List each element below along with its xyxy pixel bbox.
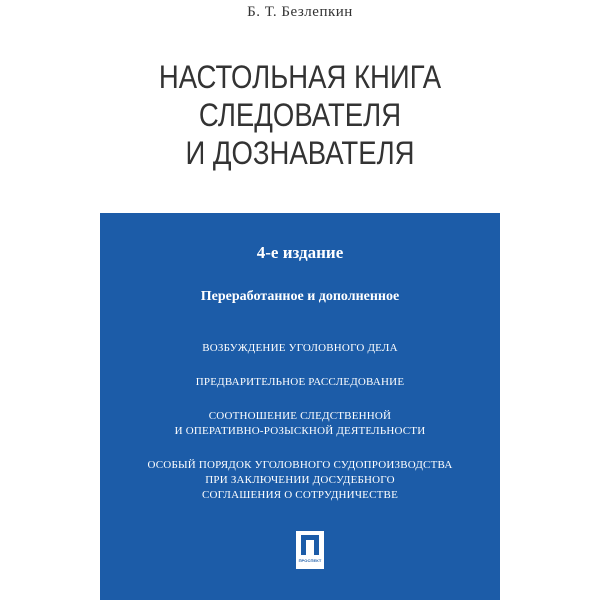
topics-list xyxy=(100,341,500,522)
publisher-logo-icon xyxy=(301,535,319,555)
publisher-logo xyxy=(296,531,324,569)
topic-item xyxy=(100,409,500,439)
blue-info-panel xyxy=(100,213,500,600)
topic-line: ОСОБЫЙ ПОРЯДОК УГОЛОВНОГО СУДОПРОИЗВОДСТВА xyxy=(147,459,453,471)
publisher-logo-text: ПРОСПЕКТ xyxy=(298,558,322,563)
author-name: Б. Т. Безлепкин xyxy=(247,4,353,20)
topic-item xyxy=(100,375,500,390)
topic-line: СООТНОШЕНИЕ СЛЕДСТВЕННОЙ xyxy=(208,410,392,422)
edition-subtitle: Переработанное и дополненное xyxy=(200,289,400,304)
topic-line: ПРИ ЗАКЛЮЧЕНИИ ДОСУДЕБНОГО xyxy=(205,474,395,486)
title-line: СЛЕДОВАТЕЛЯ xyxy=(198,97,402,133)
edition-label: 4-е издание xyxy=(256,243,344,262)
book-title xyxy=(42,58,558,172)
topic-line: ПРЕДВАРИТЕЛЬНОЕ РАССЛЕДОВАНИЕ xyxy=(195,376,405,388)
topic-line: И ОПЕРАТИВНО-РОЗЫСКНОЙ ДЕЯТЕЛЬНОСТИ xyxy=(174,425,426,437)
topic-line: СОГЛАШЕНИЯ О СОТРУДНИЧЕСТВЕ xyxy=(202,489,398,501)
title-line: НАСТОЛЬНАЯ КНИГА xyxy=(158,59,442,95)
topic-item xyxy=(100,341,500,356)
topic-line: ВОЗБУЖДЕНИЕ УГОЛОВНОГО ДЕЛА xyxy=(202,342,398,354)
title-line: И ДОЗНАВАТЕЛЯ xyxy=(185,135,415,171)
topic-item xyxy=(100,458,500,503)
